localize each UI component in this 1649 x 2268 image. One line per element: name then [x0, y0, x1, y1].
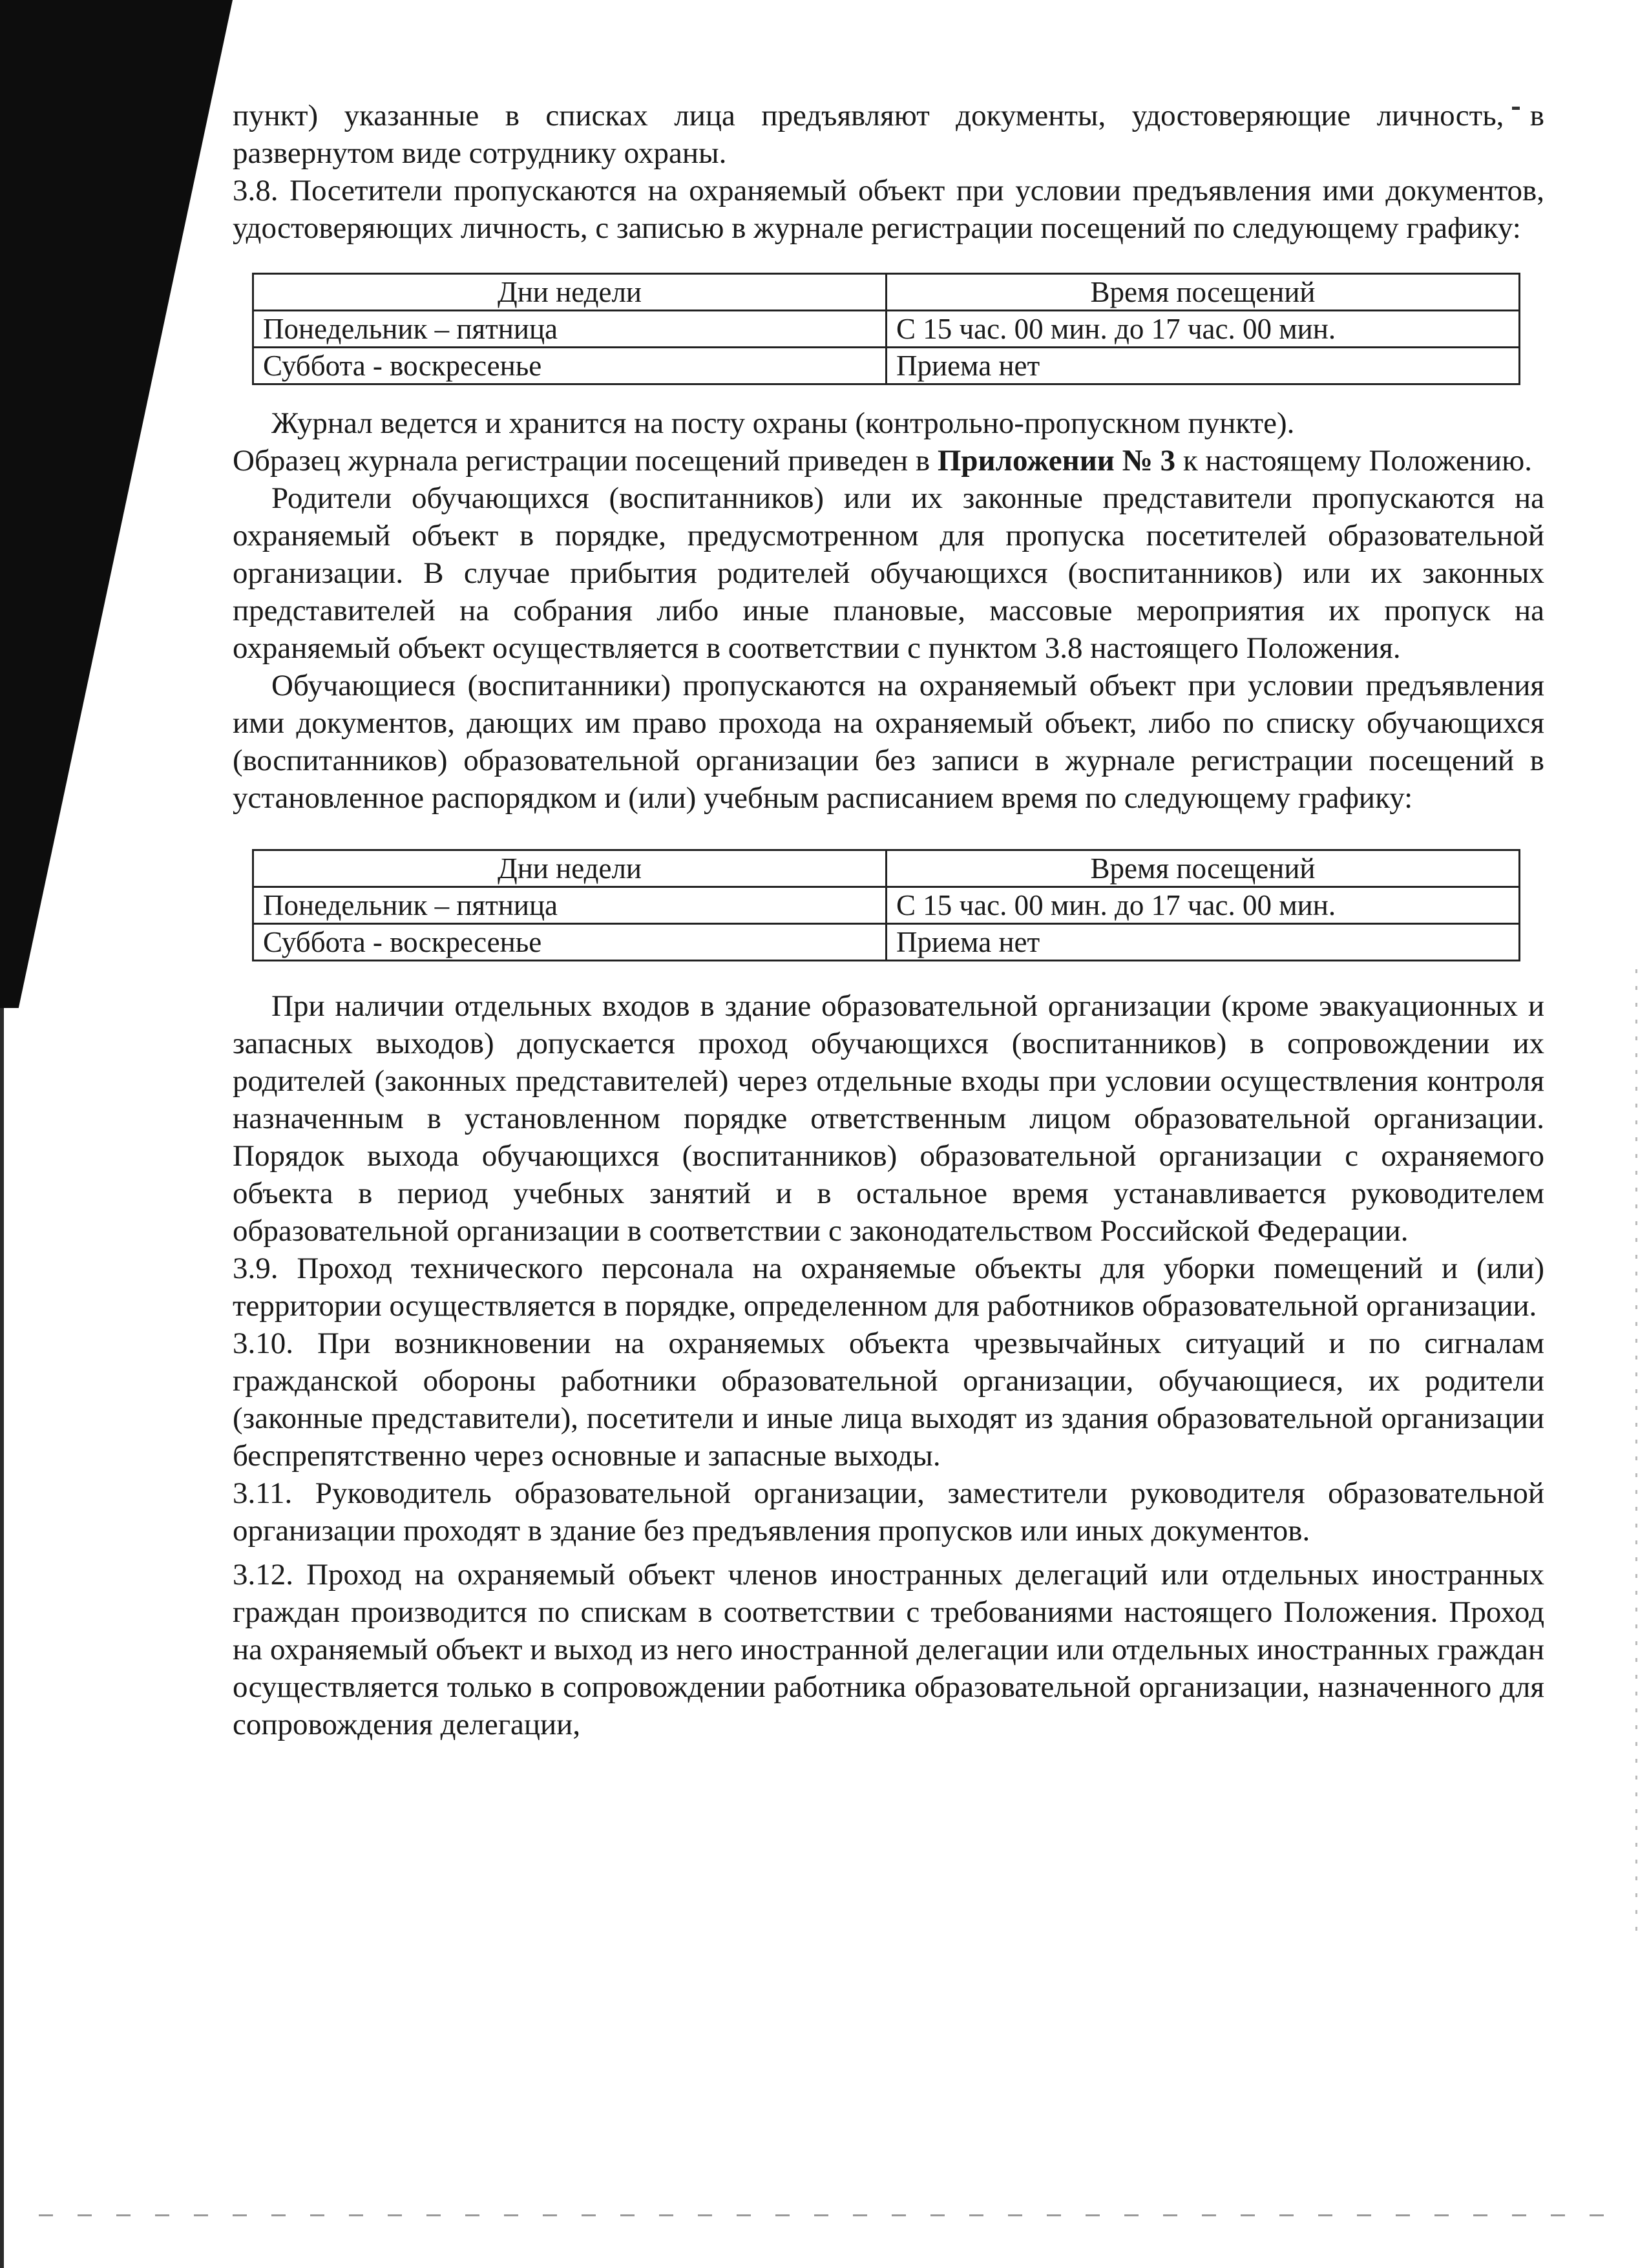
visitor-schedule-table [252, 273, 1520, 385]
paragraph-intro: пункт) указанные в списках лица предъявляют документы, удостоверяющие личность, в развернутом виде сотруднику охраны. [233, 99, 1544, 170]
header-cell-time: Время посещений [887, 850, 1520, 887]
header-cell-days: Дни недели [253, 274, 887, 311]
paragraph-3-12: 3.12. Проход на охраняемый объект членов иностранных делегаций или отдельных иностранных граждан производится по спискам в соответствии с требованиями настоящего Положения. Проход на охраняемый объект и выход из него иностранной делегации или отдельных иностранных граждан осуществляется только в сопровождении работника образовательной организации, назначенного для сопровождения делегации, [233, 1558, 1544, 1741]
paragraph-students: Обучающиеся (воспитанники) пропускаются на охраняемый объект при условии предъявления ими документов, дающих им право прохода на охраняемый объект, либо по списку обучающихся (воспитанников) образовательной организации без записи в журнале регистрации посещений в установленное распорядком и (или) учебным расписанием время по следующему графику: [233, 669, 1544, 815]
table-cell-time: Приема нет [887, 924, 1520, 961]
paragraph-3-8: 3.8. Посетители пропускаются на охраняемый объект при условии предъявления ими документов, удостоверяющих личность, с записью в журнале регистрации посещений по следующему графику: [233, 174, 1544, 245]
table-cell-time: С 15 час. 00 мин. до 17 час. 00 мин. [887, 311, 1520, 348]
table-header-row [253, 850, 1520, 887]
table-row [253, 348, 1520, 384]
scan-edge-right [1635, 969, 1637, 1938]
scan-edge-bottom [39, 2214, 1610, 2216]
table-row [253, 887, 1520, 924]
paragraph-3-9: 3.9. Проход технического персонала на охраняемые объекты для уборки помещений и (или) территории осуществляется в порядке, определенном для работников образовательной организации. [233, 1252, 1544, 1323]
paragraph-journal-sample [233, 442, 1544, 479]
document-page [233, 97, 1544, 1743]
paragraph-3-11: 3.11. Руководитель образовательной организации, заместители руководителя образовательной организации проходят в здание без предъявления пропусков или иных документов. [233, 1476, 1544, 1548]
table-cell-days: Понедельник – пятница [253, 887, 887, 924]
scan-shadow [0, 0, 233, 1008]
table-cell-days: Понедельник – пятница [253, 311, 887, 348]
header-cell-time: Время посещений [887, 274, 1520, 311]
scan-edge-line [0, 1008, 4, 2268]
table-row [253, 924, 1520, 961]
paragraph-parents: Родители обучающихся (воспитанников) или их законные представители пропускаются на охраняемый объект в порядке, предусмотренном для пропуска посетителей образовательной организации. В случае прибытия родителей обучающихся (воспитанников) или их законных представителей на собрания либо иные плановые, массовые мероприятия их пропуск на охраняемый объект осуществляется в соответствии с пунктом 3.8 настоящего Положения. [233, 481, 1544, 665]
paragraph-journal-sample-post: к настоящему Положению. [1175, 444, 1532, 478]
paragraph-journal-sample-pre: Образец журнала регистрации посещений приведен в [233, 444, 938, 478]
student-schedule-table [252, 849, 1520, 961]
table-cell-days: Суббота - воскресенье [253, 924, 887, 961]
header-cell-days: Дни недели [253, 850, 887, 887]
table-row [253, 311, 1520, 348]
table-cell-time: С 15 час. 00 мин. до 17 час. 00 мин. [887, 887, 1520, 924]
paragraph-journal: Журнал ведется и хранится на посту охраны (контрольно-пропускном пункте). [271, 406, 1295, 440]
table-cell-days: Суббота - воскресенье [253, 348, 887, 384]
paragraph-separate-entrances: При наличии отдельных входов в здание образовательной организации (кроме эвакуационных и запасных выходов) допускается проход обучающихся (воспитанников) в сопровождении их родителей (законных представителей) через отдельные входы при условии осуществления контроля назначенным в установленном порядке ответственным лицом образовательной организации. Порядок выхода обучающихся (воспитанников) образовательной организации с охраняемого объекта в период учебных занятий и в остальное время устанавливается руководителем образовательной организации в соответствии с законодательством Российской Федерации. [233, 989, 1544, 1248]
table-header-row [253, 274, 1520, 311]
table-cell-time: Приема нет [887, 348, 1520, 384]
appendix-reference: Приложении № 3 [937, 444, 1176, 478]
paragraph-3-10: 3.10. При возникновении на охраняемых объекта чрезвычайных ситуаций и по сигналам гражданской обороны работники образовательной организации, обучающиеся, их родители (законные представители), посетители и иные лица выходят из здания образовательной организации беспрепятственно через основные и запасные выходы. [233, 1327, 1544, 1473]
